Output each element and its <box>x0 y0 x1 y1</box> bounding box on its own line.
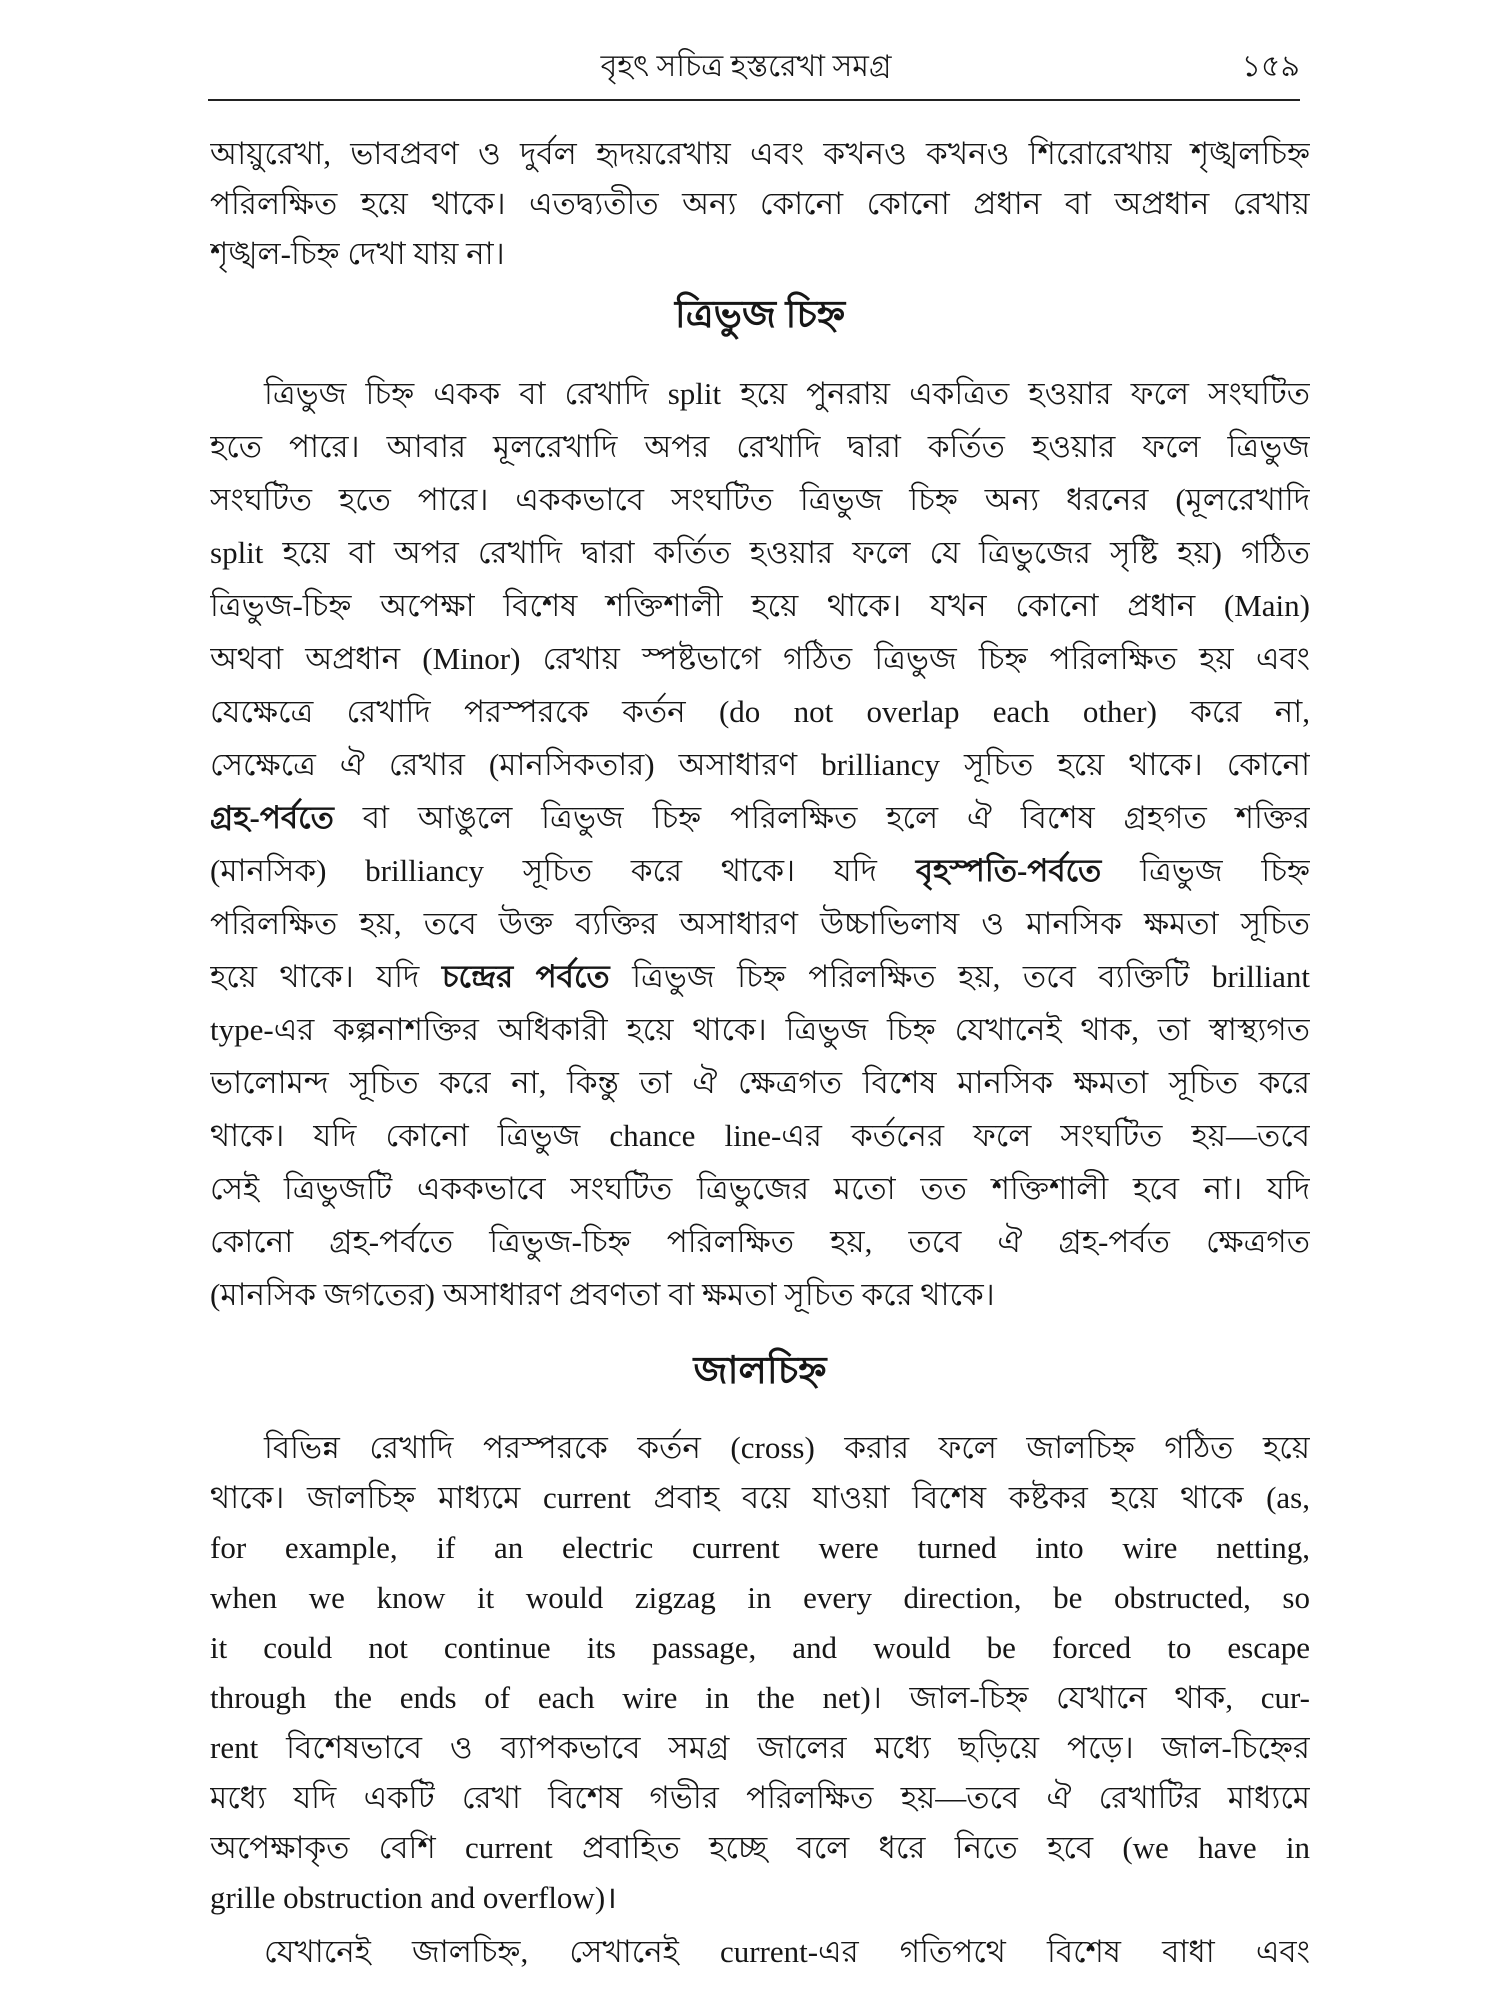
intro-paragraph <box>210 129 1310 279</box>
running-title: বৃহৎ সচিত্র হস্তরেখা সমগ্র <box>600 50 892 83</box>
text-line: সেই ত্রিভুজটি এককভাবে সংঘটিত ত্রিভুজের মতো তত শক্তিশালী হবে না। যদি <box>210 1171 1310 1206</box>
text-line <box>210 791 1310 844</box>
bold-term: বৃহস্পতি-পর্বতে <box>915 853 1102 888</box>
text-line: পরিলক্ষিত হয়, তবে উক্ত ব্যক্তির অসাধারণ উচ্চাভিলাষ ও মানসিক ক্ষমতা সূচিত <box>210 906 1310 941</box>
text-line: অপেক্ষাকৃত বেশি current প্রবাহিত হচ্ছে বলে ধরে নিতে হবে (we have in <box>210 1830 1310 1865</box>
text-line: grille obstruction and overflow)। <box>210 1880 617 1915</box>
header-rule <box>208 99 1300 101</box>
text-line: অথবা অপ্রধান (Minor) রেখায় স্পষ্টভাগে গঠিত ত্রিভুজ চিহ্ন পরিলক্ষিত হয় এবং <box>210 641 1310 676</box>
text-segment: (মানসিক) brilliancy সূচিত করে থাকে। যদি <box>210 853 916 888</box>
section-heading-net: জালচিহ্ন <box>693 1350 827 1392</box>
page-number: ১৫৯ <box>1241 50 1300 83</box>
text-line: সংঘটিত হতে পারে। এককভাবে সংঘটিত ত্রিভুজ চিহ্ন অন্য ধরনের (মূলরেখাদি <box>210 482 1310 517</box>
text-segment: ত্রিভুজ চিহ্ন পরিলক্ষিত হয়, তবে ব্যক্তিটি brilliant <box>609 959 1310 994</box>
text-line: হতে পারে। আবার মূলরেখাদি অপর রেখাদি দ্বারা কর্তিত হওয়ার ফলে ত্রিভুজ <box>210 429 1310 464</box>
text-line: (মানসিক জগতের) অসাধারণ প্রবণতা বা ক্ষমতা সূচিত করে থাকে। <box>210 1277 995 1312</box>
text-line: আয়ুরেখা, ভাবপ্রবণ ও দুর্বল হৃদয়রেখায় এবং কখনও কখনও শিরোরেখায় শৃঙ্খলচিহ্ন <box>210 136 1310 171</box>
text-line: যেক্ষেত্রে রেখাদি পরস্পরকে কর্তন (do not overlap each other) করে না, <box>210 694 1310 729</box>
text-line: পরিলক্ষিত হয়ে থাকে। এতদ্ব্যতীত অন্য কোনো কোনো প্রধান বা অপ্রধান রেখায় <box>210 186 1310 221</box>
triangle-paragraph <box>210 367 1310 1321</box>
text-line: থাকে। জালচিহ্ন মাধ্যমে current প্রবাহ বয়ে যাওয়া বিশেষ কষ্টকর হয়ে থাকে (as, <box>210 1480 1310 1515</box>
text-line: যেখানেই জালচিহ্ন, সেখানেই current-এর গতিপথে বিশেষ বাধা এবং <box>264 1934 1310 1969</box>
text-line: বিভিন্ন রেখাদি পরস্পরকে কর্তন (cross) করার ফলে জালচিহ্ন গঠিত হয়ে <box>264 1430 1310 1465</box>
text-line: মধ্যে যদি একটি রেখা বিশেষ গভীর পরিলক্ষিত হয়—তবে ঐ রেখাটির মাধ্যমে <box>210 1780 1310 1815</box>
net-paragraph-1 <box>210 1423 1310 1923</box>
text-line: ভালোমন্দ সূচিত করে না, কিন্তু তা ঐ ক্ষেত্রগত বিশেষ মানসিক ক্ষমতা সূচিত করে <box>210 1065 1310 1100</box>
text-segment: হয়ে থাকে। যদি <box>210 959 442 994</box>
text-line: it could not continue its passage, and would be forced to escape <box>210 1630 1310 1665</box>
text-line: through the ends of each wire in the net)। জাল-চিহ্ন যেখানে থাক, cur- <box>210 1680 1310 1715</box>
text-segment: ত্রিভুজ চিহ্ন <box>1101 853 1310 888</box>
text-line: ত্রিভুজ-চিহ্ন অপেক্ষা বিশেষ শক্তিশালী হয়ে থাকে। যখন কোনো প্রধান (Main) <box>210 588 1310 623</box>
bold-term: গ্রহ-পর্বতে <box>210 800 334 835</box>
text-line: for example, if an electric current were turned into wire netting, <box>210 1530 1310 1565</box>
text-line: শৃঙ্খল-চিহ্ন দেখা যায় না। <box>210 236 505 271</box>
text-line: type-এর কল্পনাশক্তির অধিকারী হয়ে থাকে। ত্রিভুজ চিহ্ন যেখানেই থাক, তা স্বাস্থ্যগত <box>210 1012 1310 1047</box>
text-line: ত্রিভুজ চিহ্ন একক বা রেখাদি split হয়ে পুনরায় একত্রিত হওয়ার ফলে সংঘটিত <box>264 376 1310 411</box>
text-line <box>210 950 1310 1003</box>
text-line <box>210 844 1310 897</box>
section-heading-triangle: ত্রিভুজ চিহ্ন <box>674 294 846 336</box>
bold-term: চন্দ্রের পর্বতে <box>441 959 610 994</box>
text-line: কোনো গ্রহ-পর্বতে ত্রিভুজ-চিহ্ন পরিলক্ষিত হয়, তবে ঐ গ্রহ-পর্বত ক্ষেত্রগত <box>210 1224 1310 1259</box>
text-segment: বা আঙুলে ত্রিভুজ চিহ্ন পরিলক্ষিত হলে ঐ বিশেষ গ্রহগত শক্তির <box>333 800 1310 835</box>
text-line: rent বিশেষভাবে ও ব্যাপকভাবে সমগ্র জালের মধ্যে ছড়িয়ে পড়ে। জাল-চিহ্নের <box>210 1730 1310 1765</box>
text-line: when we know it would zigzag in every direction, be obstructed, so <box>210 1580 1310 1615</box>
net-paragraph-2 <box>210 1927 1310 1977</box>
text-line: থাকে। যদি কোনো ত্রিভুজ chance line-এর কর্তনের ফলে সংঘটিত হয়—তবে <box>210 1118 1310 1153</box>
text-line: সেক্ষেত্রে ঐ রেখার (মানসিকতার) অসাধারণ brilliancy সূচিত হয়ে থাকে। কোনো <box>210 747 1310 782</box>
text-line: split হয়ে বা অপর রেখাদি দ্বারা কর্তিত হওয়ার ফলে যে ত্রিভুজের সৃষ্টি হয়) গঠিত <box>210 535 1310 570</box>
